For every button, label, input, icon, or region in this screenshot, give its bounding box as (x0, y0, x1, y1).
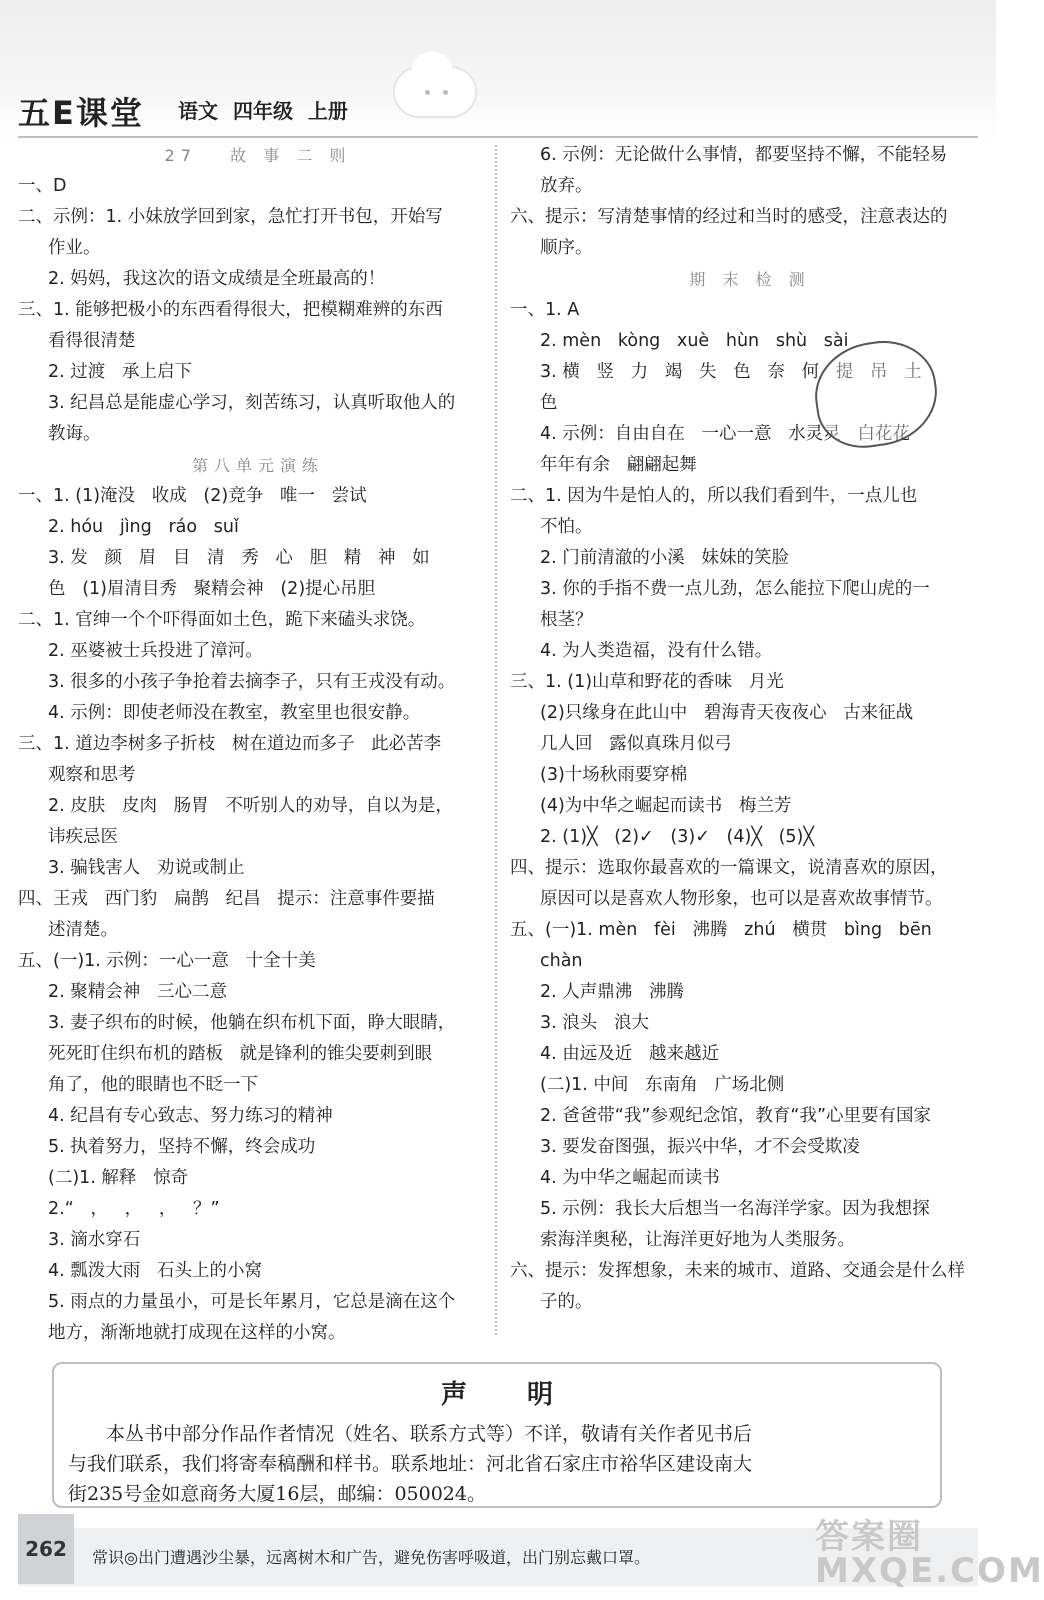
answer-line: 不怕。 (540, 517, 593, 537)
answer-line: 2. mèn kòng xuè hùn shù sài (540, 331, 849, 351)
cloud-icon (395, 68, 475, 116)
answer-line: 色 (540, 393, 558, 413)
answer-line: 一、1. (1)淹没 收成 (2)竞争 唯一 尝试 (18, 486, 367, 506)
answer-line: 作业。 (48, 238, 101, 258)
section-title: 期 末 检 测 (689, 270, 811, 289)
notice-text (68, 1419, 926, 1509)
answer-line: 三、1. (1)山草和野花的香味 月光 (510, 672, 784, 692)
notice-line: 本丛书中部分作品作者情况（姓名、联系方式等）不详，敬请有关作者见书后 (106, 1423, 753, 1445)
answer-line: 述清楚。 (48, 920, 118, 940)
answer-line: 2. 聚精会神 三心二意 (48, 982, 227, 1002)
answer-line: 观察和思考 (48, 765, 136, 785)
answer-line: 4. 示例：即使老师没在教室，教室里也很安静。 (48, 703, 421, 723)
answer-line: chàn (540, 951, 583, 971)
answer-line: 子的。 (540, 1292, 593, 1312)
answer-line: 2. (1)╳ (2)✓ (3)✓ (4)╳ (5)╳ (540, 827, 814, 847)
answer-line: 一、D (18, 176, 67, 196)
answer-line: 一、1. A (510, 300, 580, 320)
answer-line: 二、示例：1. 小妹放学回到家，急忙打开书包，开始写 (18, 207, 443, 227)
answer-line: 3. 骗钱害人 劝说或制止 (48, 858, 245, 878)
notice-title: 声明 (440, 1380, 613, 1410)
answer-line: 讳疾忌医 (48, 827, 118, 847)
answer-line: 2.“ ， ， ， ？” (48, 1199, 220, 1219)
answer-line: 5. 执着努力，坚持不懈，终会成功 (48, 1137, 316, 1157)
answer-line: 2. hóu jìng ráo suǐ (48, 517, 239, 537)
answer-line: 2. 爸爸带“我”参观纪念馆，教育“我”心里要有国家 (540, 1106, 932, 1126)
answer-line: 4. 纪昌有专心致志、努力练习的精神 (48, 1106, 333, 1126)
answer-line: 根茎？ (540, 610, 593, 630)
header-divider (18, 136, 978, 138)
answer-line: 三、1. 能够把极小的东西看得很大，把模糊难辨的东西 (18, 300, 443, 320)
footer-tip: 常识◎出门遭遇沙尘暴，远离树木和广告，避免伤害呼吸道，出门别忘戴口罩。 (92, 1548, 650, 1567)
answer-line: (二)1. 中间 东南角 广场北侧 (540, 1075, 785, 1095)
watermark-logo: 答案圈 MXQE.COM (815, 1517, 1044, 1591)
section-title: 27 故 事 二 则 (164, 146, 352, 165)
page-number: 262 (18, 1514, 74, 1584)
answer-line: (2)只缘身在此山中 碧海青天夜夜心 古来征战 (540, 703, 914, 723)
answer-line: 六、提示：写清楚事情的经过和当时的感受，注意表达的 (510, 207, 948, 227)
answer-line: 5. 雨点的力量虽小，可是长年累月，它总是滴在这个 (48, 1292, 456, 1312)
answer-line: 4. 为人类造福，没有什么错。 (540, 641, 773, 661)
page-header (0, 0, 996, 140)
answer-line: 2. 人声鼎沸 沸腾 (540, 982, 684, 1002)
answer-line: 3. 纪昌总是能虚心学习，刻苦练习，认真听取他人的 (48, 393, 456, 413)
answer-line: 几人回 露似真珠月似弓 (540, 734, 732, 754)
section-title: 第八单元演练 (191, 456, 324, 475)
answer-line: 3. 横 竖 力 竭 失 色 奈 何 提 吊 土 (540, 362, 922, 382)
answer-line: 4. 示例：自由自在 一心一意 水灵灵 白花花 (540, 424, 910, 444)
answer-line: 二、1. 因为牛是怕人的，所以我们看到牛，一点儿也 (510, 486, 918, 506)
answer-line: 三、1. 道边李树多子折枝 树在道边而多子 此必苦李 (18, 734, 442, 754)
answer-line: 放弃。 (540, 176, 593, 196)
brand-logo: 五E课堂 (18, 94, 144, 132)
answer-line: 3. 很多的小孩子争抢着去摘李子，只有王戎没有动。 (48, 672, 456, 692)
answer-line: 3. 妻子织布的时候，他躺在织布机下面，睁大眼睛， (48, 1013, 456, 1033)
answer-line: 5. 示例：我长大后想当一名海洋学家。因为我想探 (540, 1199, 930, 1219)
answer-line: 角了，他的眼睛也不眨一下 (48, 1075, 258, 1095)
answer-line: 四、王戎 西门豹 扁鹊 纪昌 提示：注意事件要描 (18, 889, 435, 909)
answer-line: 2. 巫婆被士兵投进了漳河。 (48, 641, 263, 661)
answer-line: 索海洋奥秘，让海洋更好地为人类服务。 (540, 1230, 855, 1250)
answer-line: 顺序。 (540, 238, 593, 258)
answer-line: (3)十场秋雨要穿棉 (540, 765, 688, 785)
answer-line: (二)1. 解释 惊奇 (48, 1168, 189, 1188)
answer-line: 五、(一)1. 示例：一心一意 十全十美 (18, 951, 316, 971)
answer-line: 四、提示：选取你最喜欢的一篇课文，说清喜欢的原因， (510, 858, 948, 878)
answer-line: 6. 示例：无论做什么事情，都要坚持不懈，不能轻易 (540, 145, 948, 165)
right-answer-column (510, 140, 990, 1318)
answer-line: 教诲。 (48, 424, 101, 444)
answer-line: 看得很清楚 (48, 331, 136, 351)
notice-line: 与我们联系，我们将寄奉稿酬和样书。联系地址：河北省石家庄市裕华区建设南大 (68, 1453, 753, 1475)
answer-line: 2. 皮肤 皮肉 肠胃 不听别人的劝导，自以为是， (48, 796, 453, 816)
answer-line: 地方，渐渐地就打成现在这样的小窝。 (48, 1323, 346, 1343)
answer-line: 3. 滴水穿石 (48, 1230, 141, 1250)
answer-line: 2. 门前清澈的小溪 妹妹的笑脸 (540, 548, 789, 568)
column-divider (495, 145, 497, 1335)
answer-line: 二、1. 官绅一个个吓得面如土色，跪下来磕头求饶。 (18, 610, 426, 630)
answer-line: 4. 为中华之崛起而读书 (540, 1168, 720, 1188)
answer-line: 年年有余 翩翩起舞 (540, 455, 697, 475)
answer-line: 3. 要发奋图强，振兴中华，才不会受欺凌 (540, 1137, 860, 1157)
notice-line: 街235号金如意商务大厦16层，邮编：050024。 (68, 1483, 486, 1505)
answer-line: 五、(一)1. mèn fèi 沸腾 zhú 横贯 bìng bēn (510, 920, 932, 940)
notice-box (52, 1362, 942, 1508)
answer-line: 死死盯住织布机的踏板 就是锋利的锥尖要刺到眼 (48, 1044, 433, 1064)
answer-line: 原因可以是喜欢人物形象，也可以是喜欢故事情节。 (540, 889, 943, 909)
answer-line: 3. 浪头 浪大 (540, 1013, 649, 1033)
answer-line: 2. 过渡 承上启下 (48, 362, 192, 382)
answer-line: 4. 瓢泼大雨 石头上的小窝 (48, 1261, 262, 1281)
answer-line: 2. 妈妈，我这次的语文成绩是全班最高的！ (48, 269, 386, 289)
left-answer-column (18, 140, 498, 1349)
book-subject: 语文 四年级 上册 (178, 99, 348, 123)
answer-line: 3. 你的手指不费一点儿劲，怎么能拉下爬山虎的一 (540, 579, 930, 599)
answer-line: (4)为中华之崛起而读书 梅兰芳 (540, 796, 792, 816)
answer-line: 4. 由远及近 越来越近 (540, 1044, 719, 1064)
answer-line: 六、提示：发挥想象，未来的城市、道路、交通会是什么样 (510, 1261, 965, 1281)
answer-line: 3. 发 颜 眉 目 清 秀 心 胆 精 神 如 (48, 548, 430, 568)
answer-line: 色 (1)眉清目秀 聚精会神 (2)提心吊胆 (48, 579, 376, 599)
